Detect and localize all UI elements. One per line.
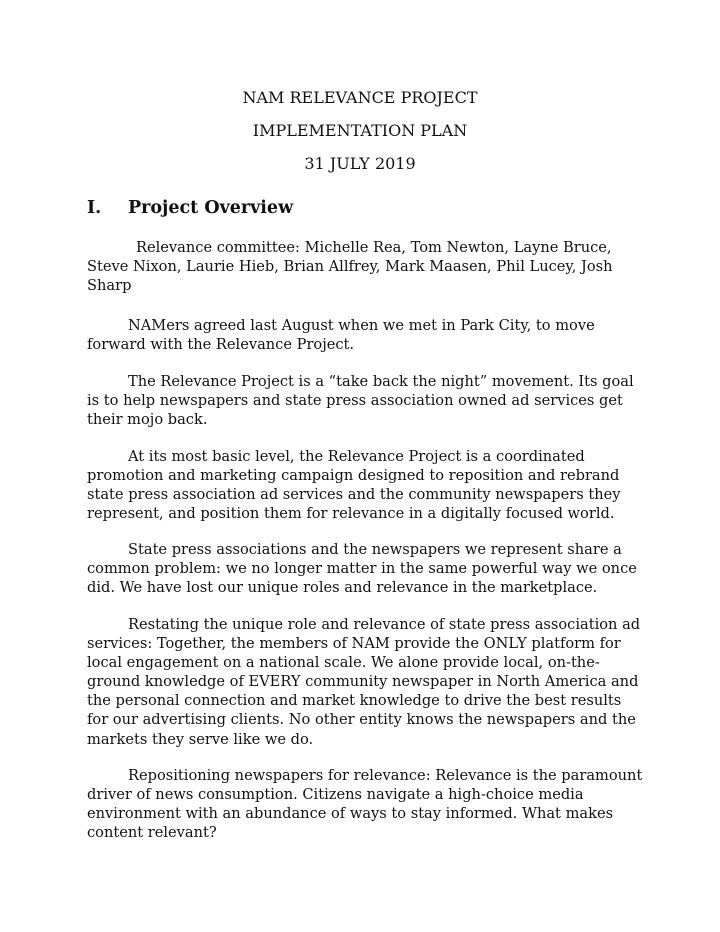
body-paragraph: At its most basic level, the Relevance Project is a coordinated promotion and marketing campaign designed to reposition and rebrand state press association ad services and the community newspapers they represent, and position them for relevance in a digitally focused world.: [87, 448, 621, 523]
committee-paragraph: Relevance committee: Michelle Rea, Tom Newton, Layne Bruce, Steve Nixon, Laurie Hieb, Brian Allfrey, Mark Maasen, Phil Lucey, Josh Sharp: [87, 239, 613, 295]
body-paragraph: State press associations and the newspapers we represent share a common problem: we no longer matter in the same powerful way we once did. We have lost our unique roles and relevance in the marketplace.: [87, 541, 637, 597]
document-date: 31 JULY 2019: [304, 154, 416, 173]
body-paragraph: Repositioning newspapers for relevance: Relevance is the paramount driver of news consumption. Citizens navigate a high-choice media environment with an abundance of ways to stay informed. What makes content relevant?: [87, 767, 643, 842]
section-heading: [87, 197, 293, 219]
document-subtitle: IMPLEMENTATION PLAN: [252, 121, 468, 140]
body-paragraph: The Relevance Project is a “take back the night” movement. Its goal is to help newspapers and state press association owned ad services get their mojo back.: [87, 373, 634, 429]
body-paragraph: Restating the unique role and relevance of state press association ad services: Together, the members of NAM provide the ONLY platform for local engagement on a national scale. We alone provide local, on-the-ground knowledge of EVERY community newspaper in North America and the personal connection and market knowledge to drive the best results for our advertising clients. No other entity knows the newspapers and the markets they serve like we do.: [87, 616, 641, 748]
section-number: I.: [87, 198, 102, 218]
document-title-block: [0, 88, 720, 187]
section-title: Project Overview: [128, 198, 294, 218]
document-title: NAM RELEVANCE PROJECT: [242, 88, 478, 107]
body-paragraph: NAMers agreed last August when we met in Park City, to move forward with the Relevance Project.: [87, 317, 595, 354]
